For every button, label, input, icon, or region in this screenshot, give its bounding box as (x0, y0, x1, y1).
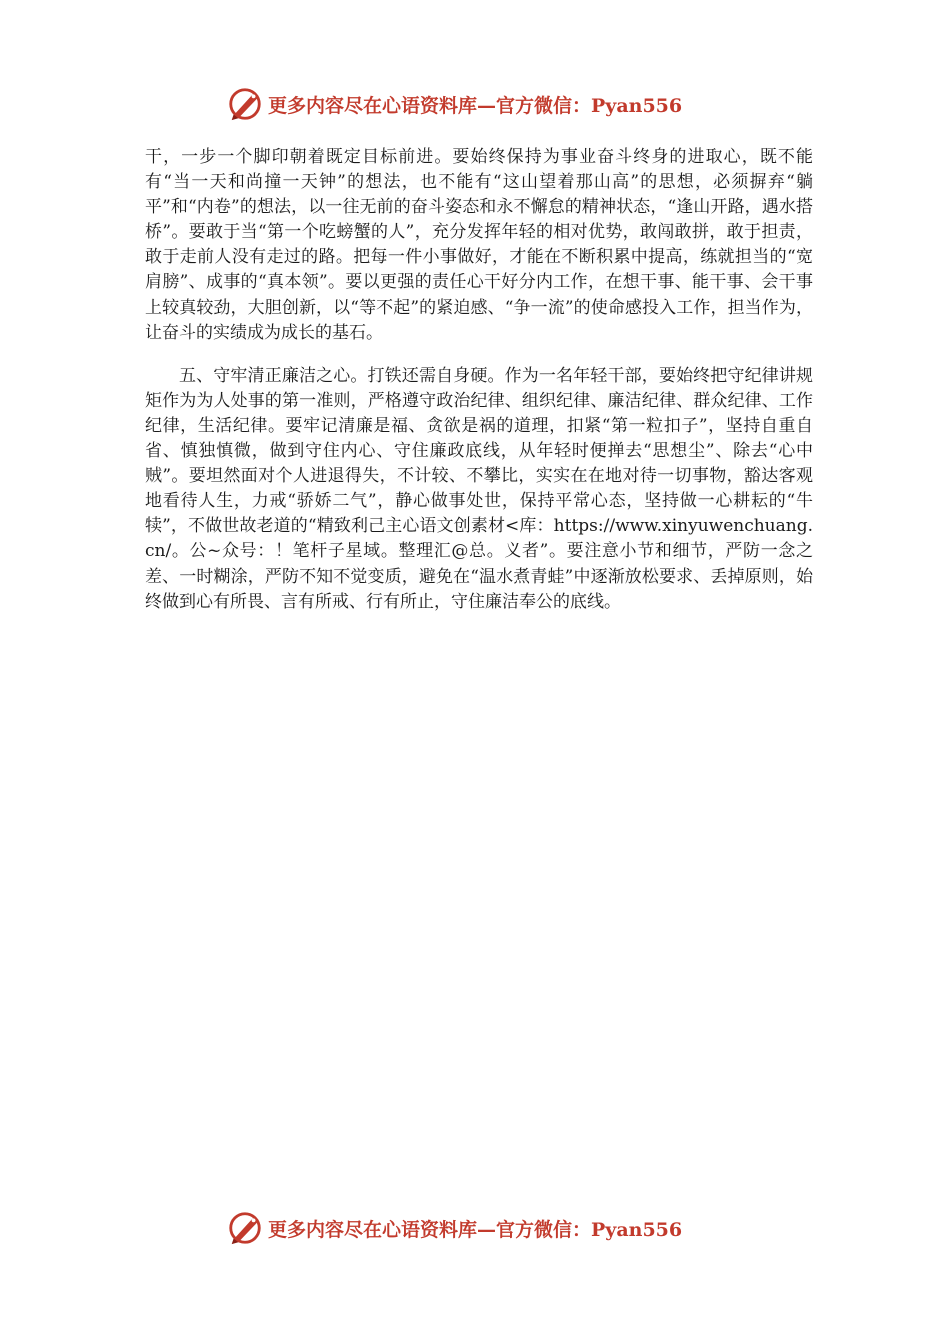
header-banner-text: 更多内容尽在心语资料库—官方微信：Pyan556 (268, 94, 683, 117)
paragraph-2: 五、守牢清正廉洁之心。打铁还需自身硬。作为一名年轻干部，要始终把守纪律讲规矩作为为人处事的第一准则，严格遵守政治纪律、组织纪律、廉洁纪律、群众纪律、工作纪律，生活纪律。要牢记清廉是福、贪欲是祸的道理，扣紧“第一粒扣子”，坚持自重自省、慎独慎微，做到守住内心、守住廉政底线，从年轻时便掸去“思想尘”、除去“心中贼”。要坦然面对个人进退得失，不计较、不攀比，实实在在地对待一切事物，豁达客观地看待人生，力戒“骄娇二气”，静心做事处世，保持平常心态，坚持做一心耕耘的“牛犊”，不做世故老道的“精致利己主心语文创素材<库：https://www.xinyuwenchuang.cn/。公~众号：！笔杆子星域。整理汇@总。义者”。要注意小节和细节，严防一念之差、一时糊涂，严防不知不觉变质，避免在“温水煮青蛙”中逐渐放松要求、丢掉原则，始终做到心有所畏、言有所戒、行有所止，守住廉洁奉公的底线。 (145, 365, 813, 612)
paragraph-1: 干，一步一个脚印朝着既定目标前进。要始终保持为事业奋斗终身的进取心，既不能有“当一天和尚撞一天钟”的想法，也不能有“这山望着那山高”的思想，必须摒弃“躺平”和“内卷”的想法，以一往无前的奋斗姿态和永不懈怠的精神状态，“逢山开路，遇水搭桥”。要敢于当“第一个吃螃蟹的人”，充分发挥年轻的相对优势，敢闯敢拼，敢于担责，敢于走前人没有走过的路。把每一件小事做好，才能在不断积累中提高，练就担当的“宽肩膀”、成事的“真本领”。要以更强的责任心干好分内工作，在想干事、能干事、会干事上较真较劲，大胆创新，以“等不起”的紧迫感、“争一流”的使命感投入工作，担当作为，让奋斗的实绩成为成长的基石。 (145, 147, 813, 343)
pen-nib-logo-icon (226, 85, 264, 123)
footer-banner (226, 1208, 726, 1248)
document-body (145, 145, 813, 615)
header-banner (226, 84, 726, 124)
footer-banner-text: 更多内容尽在心语资料库—官方微信：Pyan556 (268, 1218, 683, 1241)
pen-nib-logo-icon (226, 1209, 264, 1247)
